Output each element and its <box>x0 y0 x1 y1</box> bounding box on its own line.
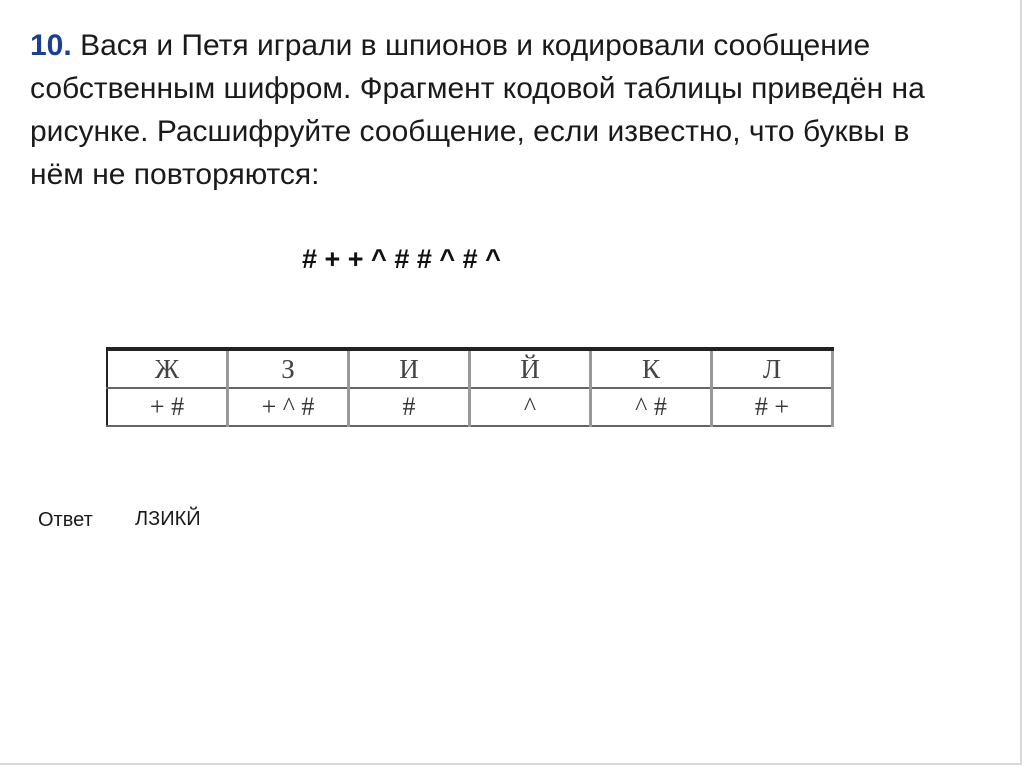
letter-cell: К <box>591 349 712 388</box>
letter-cell: И <box>349 349 470 388</box>
code-cell: + # <box>107 388 228 426</box>
answer-label: Ответ <box>38 509 93 531</box>
code-table-codes-row <box>107 388 833 426</box>
code-cell: + ^ # <box>228 388 349 426</box>
task-number: 10. <box>30 29 72 62</box>
letter-cell: Л <box>712 349 833 388</box>
letter-cell: З <box>228 349 349 388</box>
code-cell: ^ <box>470 388 591 426</box>
task-text: Вася и Петя играли в шпионов и кодировали сообщение собственным шифром. Фрагмент кодовой таблицы приведён на рисунке. Расшифруйте сообщение, если известно, что буквы в нём не повторяются: <box>30 29 925 191</box>
letter-cell: Ж <box>107 349 228 388</box>
encoded-message: # + + ^ # # ^ # ^ <box>302 244 501 274</box>
task-statement <box>30 24 970 196</box>
code-table <box>106 347 834 427</box>
code-table-letters-row <box>107 349 833 388</box>
code-cell: # + <box>712 388 833 426</box>
answer-value: ЛЗИКЙ <box>135 508 201 530</box>
code-cell: # <box>349 388 470 426</box>
letter-cell: Й <box>470 349 591 388</box>
code-cell: ^ # <box>591 388 712 426</box>
